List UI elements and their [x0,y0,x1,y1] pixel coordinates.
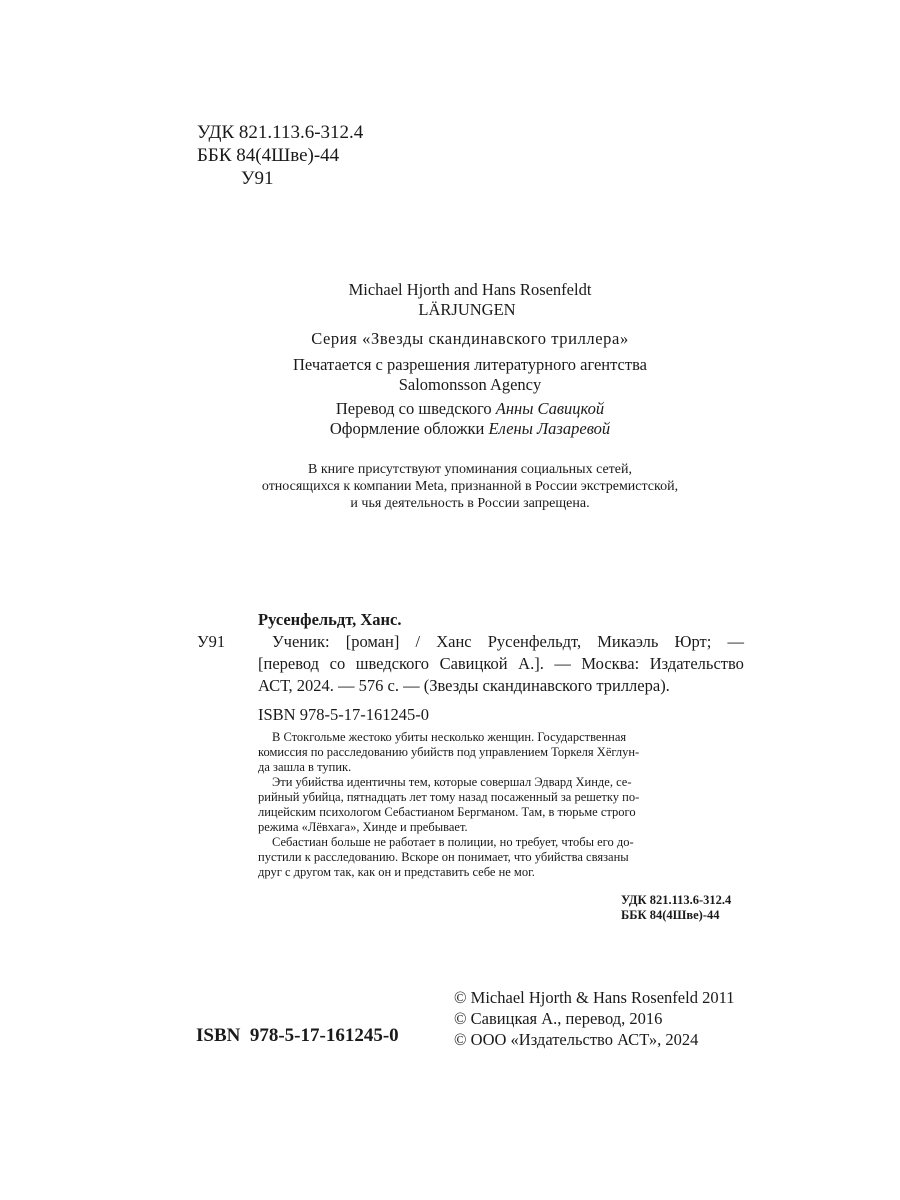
annotation-paragraph-1 [258,730,746,775]
permission-note [0,355,900,395]
catalog-word: — [554,654,571,673]
annotation-bbk: ББК 84(4Шве)-44 [621,908,720,922]
annotation-paragraph-2 [258,775,746,835]
annotation-classification [621,893,731,923]
cover-designer-name: Елены Лазаревой [488,419,611,438]
bbk-code: ББК 84(4Шве)-44 [197,145,340,166]
annotation-udk: УДК 821.113.6-312.4 [621,893,732,907]
annotation-line: лицейским психологом Себастианом Бергманом. Там, в тюрьме строго [258,805,636,819]
cover-prefix: Оформление обложки [329,419,489,438]
udk-code: УДК 821.113.6-312.4 [197,122,364,143]
copyright-line: © ООО «Издательство АСТ», 2024 [454,1030,699,1049]
catalog-line-3: АСТ, 2024. — 576 с. — (Звезды скандинавского триллера). [258,676,670,695]
author-mark: У91 [241,168,274,189]
annotation-line: Себастиан больше не работает в полиции, но требует, чтобы его до- [272,835,634,849]
disclaimer-line-3: и чья деятельность в России запрещена. [350,496,590,511]
catalog-word: [роман] [345,632,400,651]
catalog-isbn: ISBN 978-5-17-161245-0 [258,705,429,724]
copyright-line: © Michael Hjorth & Hans Rosenfeld 2011 [454,988,735,1007]
annotation-paragraph-3 [258,835,746,880]
catalog-word: Ученик: [272,632,330,651]
disclaimer [0,461,900,512]
annotation-line: рийный убийца, пятнадцать лет тому назад посаженный за решетку по- [258,790,640,804]
catalog-word: А.]. [518,654,544,673]
catalog-line-2 [258,654,744,674]
catalog-word: Микаэль [597,632,659,651]
annotation-line: пустили к расследованию. Вскоре он понимает, что убийства связаны [258,850,629,864]
catalog-word: Ханс [436,632,472,651]
annotation [258,730,746,880]
catalog-heading: Русенфельдт, Ханс. [258,610,402,629]
catalog-word: Юрт; [674,632,712,651]
annotation-line: Эти убийства идентичны тем, которые совершал Эдвард Хинде, се- [272,775,632,789]
annotation-line: друг с другом так, как он и представить себе не мог. [258,865,535,879]
classification-block [197,121,363,190]
permission-line-2: Salomonsson Agency [398,375,542,394]
disclaimer-line-1: В книге присутствуют упоминания социальных сетей, [308,462,632,477]
original-title: LÄRJUNGEN [418,300,516,319]
catalog-word: [перевод [258,654,320,673]
permission-line-1: Печатается с разрешения литературного агентства [293,355,647,374]
translation-credit [0,399,900,419]
cover-credit [0,419,900,439]
isbn-large: ISBN 978-5-17-161245-0 [196,1025,399,1046]
original-edition [0,280,900,320]
annotation-line: да зашла в тупик. [258,760,352,774]
catalog-word: Издательство [649,654,744,673]
annotation-line: В Стокгольме жестоко убиты несколько женщин. Государственная [272,730,627,744]
series-line: Серия «Звезды скандинавского триллера» [311,329,629,348]
annotation-line: комиссия по расследованию убийств под управлением Торкеля Хёглун- [258,745,640,759]
translation-prefix: Перевод со шведского [335,399,496,418]
catalog-word: Савицкой [439,654,508,673]
catalog-word: Москва: [581,654,640,673]
catalog-word: шведского [355,654,430,673]
translator-name: Анны Савицкой [495,399,605,418]
original-authors: Michael Hjorth and Hans Rosenfeldt [348,280,592,299]
catalog-word: со [329,654,346,673]
catalog-word: — [727,632,744,651]
copyright-line: © Савицкая А., перевод, 2016 [454,1009,663,1028]
catalog-author-mark: У91 [197,632,226,651]
catalog-line-1 [272,632,744,652]
disclaimer-line-2: относящихся к компании Meta, признанной в России экстремистской, [261,479,679,494]
credits [0,399,900,439]
catalog-word: / [415,632,421,651]
copyright-block [454,987,734,1050]
annotation-line: режима «Лёвхага», Хинде и пребывает. [258,820,468,834]
catalog-word: Русенфельдт, [487,632,582,651]
